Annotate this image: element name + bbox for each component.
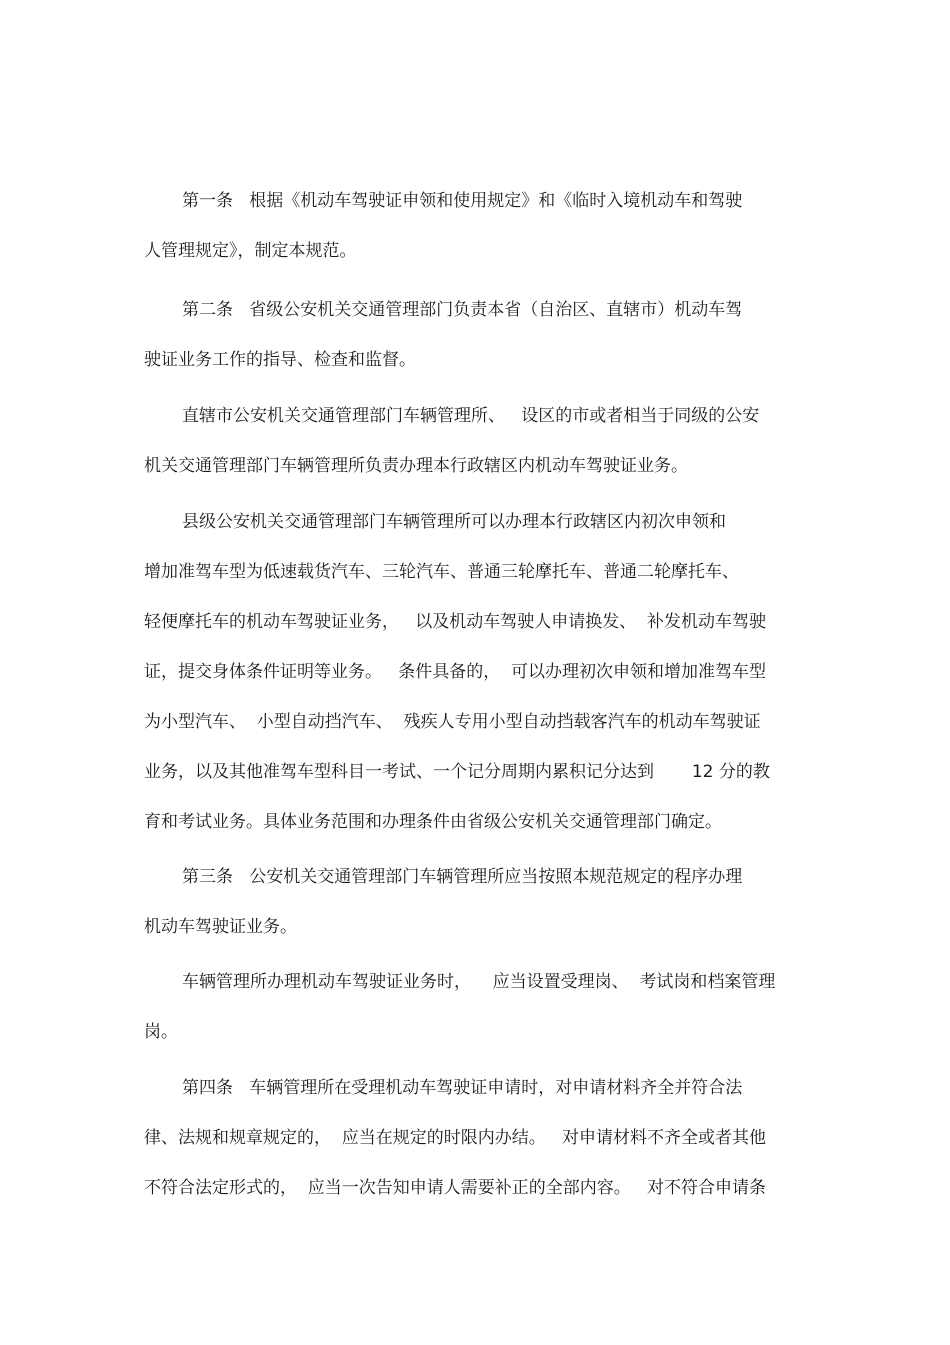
text-line: 为小型汽车、 小型自动挡汽车、 残疾人专用小型自动挡载客汽车的机动车驾驶证 [144, 712, 761, 732]
text-line: 轻便摩托车的机动车驾驶证业务， 以及机动车驾驶人申请换发、 补发机动车驾驶 [144, 612, 767, 632]
text-line: 第二条 省级公安机关交通管理部门负责本省（自治区、直辖市）机动车驾 [182, 300, 743, 320]
text-line: 机动车驾驶证业务。 [144, 917, 297, 937]
text-line: 第四条 车辆管理所在受理机动车驾驶证申请时，对申请材料齐全并符合法 [182, 1078, 743, 1098]
text-line: 证，提交身体条件证明等业务。 条件具备的， 可以办理初次申领和增加准驾车型 [144, 662, 767, 682]
text-line: 直辖市公安机关交通管理部门车辆管理所、 设区的市或者相当于同级的公安 [182, 406, 760, 426]
text-line: 增加准驾车型为低速载货汽车、三轮汽车、普通三轮摩托车、普通二轮摩托车、 [144, 562, 739, 582]
text-line: 育和考试业务。具体业务范围和办理条件由省级公安机关交通管理部门确定。 [144, 812, 722, 832]
text-line: 驶证业务工作的指导、检查和监督。 [144, 350, 416, 370]
text-line: 第一条 根据《机动车驾驶证申领和使用规定》和《临时入境机动车和驾驶 [182, 191, 743, 211]
text-line: 人管理规定》，制定本规范。 [144, 241, 357, 261]
text-line: 车辆管理所办理机动车驾驶证业务时， 应当设置受理岗、 考试岗和档案管理 [182, 972, 776, 992]
text-line: 岗。 [144, 1022, 178, 1042]
text-line: 县级公安机关交通管理部门车辆管理所可以办理本行政辖区内初次申领和 [182, 512, 726, 532]
text-line: 业务，以及其他准驾车型科目一考试、一个记分周期内累积记分达到 12 分的教 [144, 762, 770, 782]
text-line: 不符合法定形式的， 应当一次告知申请人需要补正的全部内容。 对不符合申请条 [144, 1178, 767, 1198]
text-line: 第三条 公安机关交通管理部门车辆管理所应当按照本规范规定的程序办理 [182, 867, 743, 887]
text-line: 律、法规和规章规定的， 应当在规定的时限内办结。 对申请材料不齐全或者其他 [144, 1128, 767, 1148]
text-line: 机关交通管理部门车辆管理所负责办理本行政辖区内机动车驾驶证业务。 [144, 456, 688, 476]
